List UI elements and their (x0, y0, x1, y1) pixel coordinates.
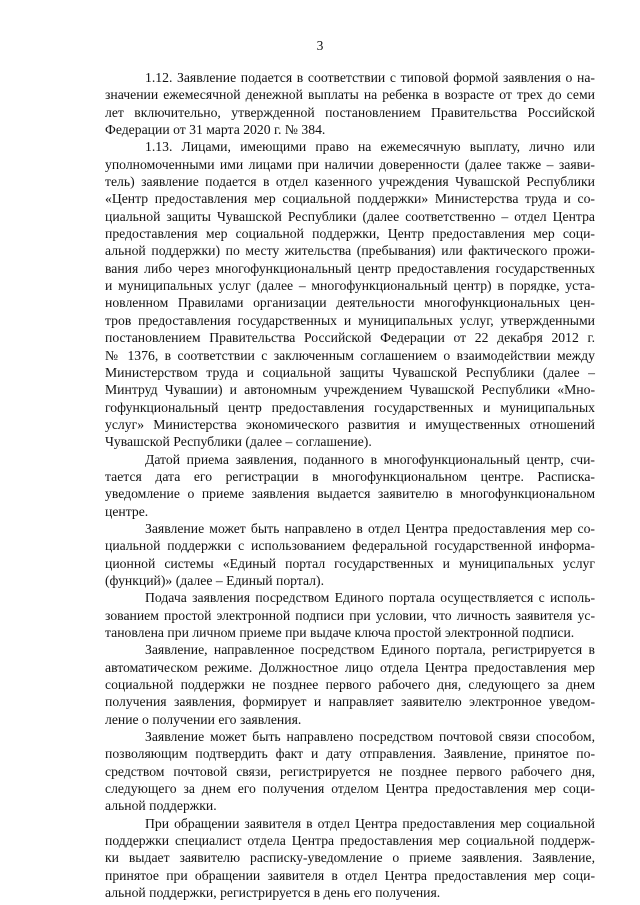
text-line: Датой приема заявления, поданного в многофункциональный центр, счи- (145, 451, 595, 467)
text-line: «Центр предоставления мер социальной поддержки» Министерства труда и со- (105, 191, 595, 207)
text-line: № 1376, в соответствии с заключенным соглашением о взаимодействии между (105, 347, 595, 363)
text-line: При обращении заявителя в отдел Центра предоставления мер социальной (145, 815, 595, 831)
text-line: Чувашской Республики (далее – соглашение). (105, 434, 372, 450)
text-line: альной поддержки) по месту жительства (пребывания) или фактического прожи- (105, 243, 595, 259)
paragraph (105, 69, 595, 138)
text-line: средством почтовой связи, регистрируется не позднее первого рабочего дня, (105, 763, 595, 779)
paragraph (105, 815, 595, 902)
text-line: ционной системы «Единый портал государственных и муниципальных услуг (105, 555, 595, 571)
text-line: Министерством труда и социальной защиты Чувашской Республики (далее – (105, 364, 595, 380)
text-line: Заявление может быть направлено посредством почтовой связи способом, (145, 729, 595, 745)
text-line: Заявление может быть направлено в отдел Центра предоставления мер со- (145, 520, 595, 536)
text-line: поддержки специалист отдела Центра предоставления мер социальной поддерж- (105, 833, 595, 849)
text-line: постановлением Правительства Российской Федерации от 22 декабря 2012 г. (105, 330, 595, 346)
text-line: социальной поддержки не позднее первого рабочего дня, следующего за днем (105, 677, 595, 693)
text-line: гофункциональный центр предоставления государственных и муниципальных (105, 399, 595, 415)
text-line: 1.12. Заявление подается в соответствии с типовой формой заявления о на- (145, 70, 595, 85)
text-line: Подача заявления посредством Единого портала осуществляется с исполь- (145, 590, 595, 606)
text-line: тановлена при личном приеме при выдаче ключа простой электронной подписи. (105, 625, 575, 640)
text-line: значении ежемесячной денежной выплаты на ребенка в возрасте от трех до семи (105, 87, 595, 103)
text-line: уведомление о приеме заявления выдается заявителю в многофункциональном (105, 486, 595, 502)
paragraph (105, 138, 595, 450)
text-line: циальной поддержки с использованием федеральной государственной информа- (105, 538, 595, 554)
text-line: услуг» Министерства экономического развития и имущественных отношений (105, 416, 595, 432)
text-line: альной поддержки, регистрируется в день его получения. (105, 885, 441, 901)
text-line: альной поддержки. (105, 798, 217, 814)
text-line: новленном Правилами организации деятельности многофункциональных цен- (105, 295, 595, 311)
paragraph (105, 589, 595, 641)
text-line: принятое при обращении заявителя в отдел Центра предоставления мер соци- (105, 867, 595, 883)
text-line: получения заявления, формирует и направляет заявителю электронное уведом- (105, 694, 595, 710)
text-line: автоматическом режиме. Должностное лицо отдела Центра предоставления мер (105, 659, 595, 675)
text-line: лет включительно, утвержденной постановлением Правительства Российской (105, 104, 595, 120)
text-line: и муниципальных услуг (далее – многофункциональный центр) в порядке, уста- (105, 278, 595, 294)
text-line: центре. (105, 503, 149, 519)
paragraph (105, 641, 595, 728)
text-line: (функций)» (далее – Единый портал). (105, 572, 324, 588)
text-line: уполномоченными ими лицами при наличии доверенности (далее также – заяви- (105, 156, 595, 172)
text-line: Федерации от 31 марта 2020 г. № 384. (105, 122, 326, 138)
text-line: вания либо через многофункциональный центр предоставления государственных (105, 260, 595, 276)
text-line: зованием простой электронной подписи при условии, что личность заявителя ус- (105, 607, 595, 623)
text-line: тель) заявление подается в отдел казенного учреждения Чувашской Республики (105, 174, 595, 190)
paragraph (105, 728, 595, 815)
text-line: тается дата его регистрации в многофункциональном центре. Расписка- (105, 468, 595, 484)
text-line: 1.13. Лицами, имеющими право на ежемесячную выплату, лично или (145, 139, 595, 155)
paragraph (105, 451, 595, 520)
text-line: циальной защиты Чувашской Республики (далее соответственно – отдел Центра (105, 208, 595, 224)
text-line: Заявление, направленное посредством Единого портала, регистрируется в (145, 642, 595, 658)
text-line: следующего за днем его получения отделом Центра предоставления мер соци- (105, 781, 595, 797)
text-line: позволяющим подтвердить факт и дату отправления. Заявление, принятое по- (105, 746, 595, 762)
document-body (105, 69, 595, 902)
page-number: 3 (316, 38, 324, 53)
text-line: ление о получении его заявления. (105, 711, 302, 727)
text-line: ки выдает заявителю расписку-уведомление о приеме заявления. Заявление, (105, 850, 595, 866)
text-line: предоставления мер социальной поддержки, Центр предоставления мер соци- (105, 226, 595, 242)
paragraph (105, 520, 595, 589)
text-line: тров предоставления государственных и муниципальных услуг, утвержденными (105, 312, 595, 328)
text-line: Минтруд Чувашии) и автономным учреждением Чувашской Республики «Мно- (105, 382, 595, 398)
